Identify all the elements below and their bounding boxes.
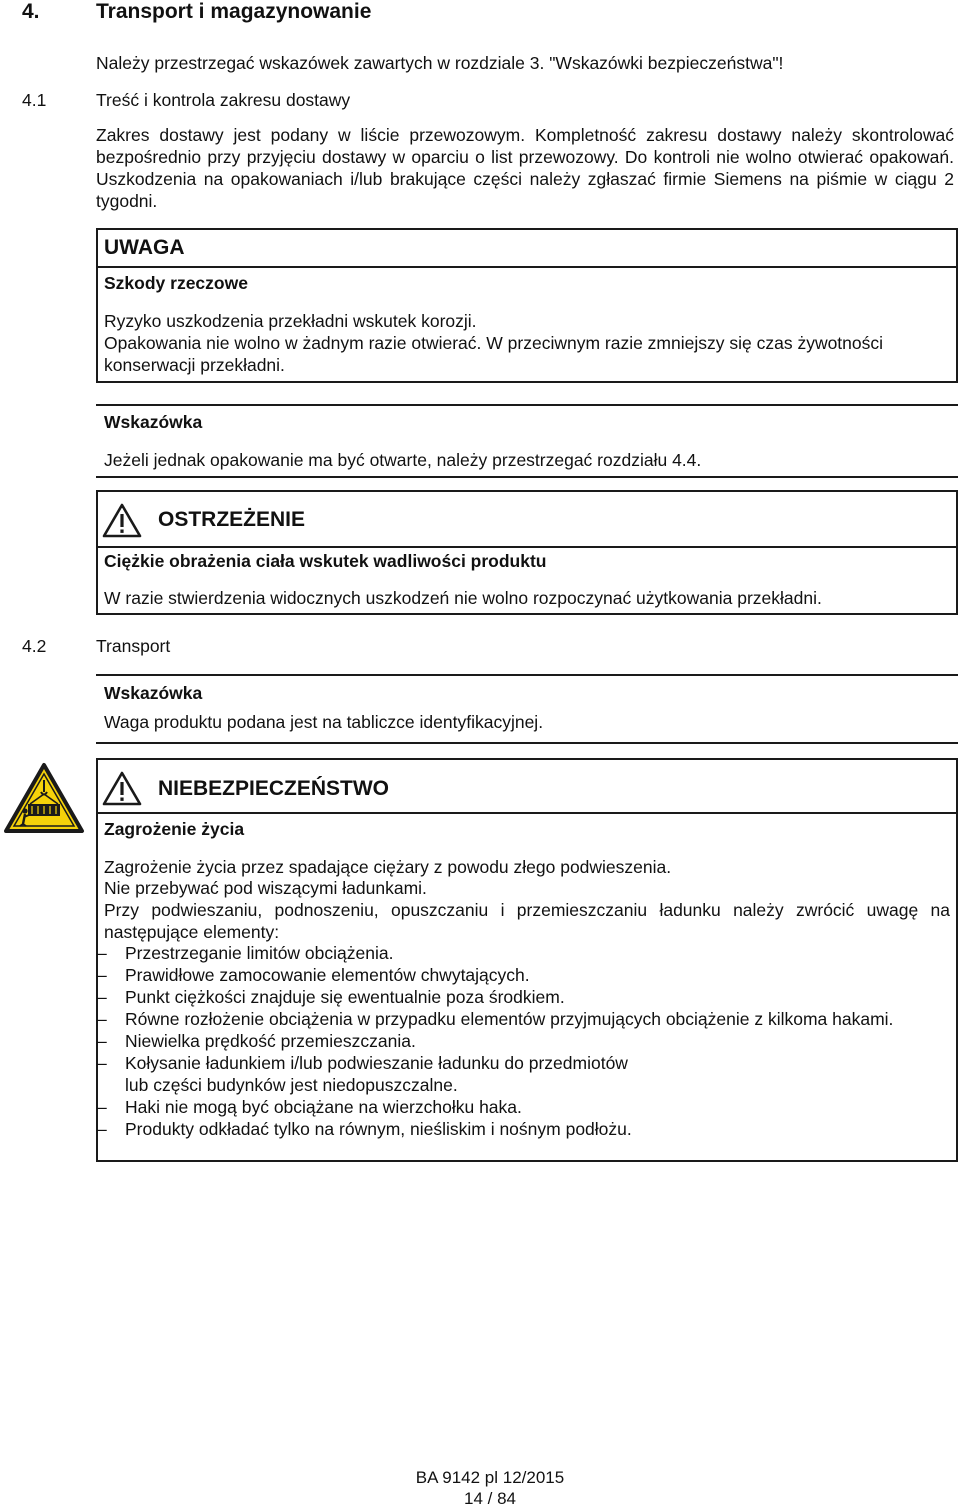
list-item: – Równe rozłożenie obciążenia w przypadku elementów przyjmujących obciążenie z kilkoma hakami. xyxy=(97,1009,894,1029)
section-4-1-paragraph: Zakres dostawy jest podany w liście przewozowym. Kompletność zakresu dostawy należy skontrolować bezpośrednio przy przyjęciu dostawy w oparciu o list przewozowy. Do kontroli nie wolno otwierać opakowań. Uszkodzenia na opakowaniach i/lub brakujące części należy zgłaszać firmie Siemens na piśmie w ciągu 2 tygodni. xyxy=(96,125,954,211)
list-item: – Przestrzeganie limitów obciążenia. xyxy=(97,943,394,963)
caution-line-1: Ryzyko uszkodzenia przekładni wskutek korozji. xyxy=(104,311,477,331)
list-item-continuation: lub części budynków jest niedopuszczalne. xyxy=(125,1075,458,1095)
caution-signal-word: UWAGA xyxy=(104,236,185,259)
danger-divider xyxy=(96,812,958,814)
note-2-title: Wskazówka xyxy=(104,683,203,703)
warning-subtitle: Ciężkie obrażenia ciała wskutek wadliwości produktu xyxy=(104,551,547,571)
footer-document-id: BA 9142 pl 12/2015 xyxy=(415,1468,565,1487)
danger-line-3: Przy podwieszaniu, podnoszeniu, opuszczaniu i przemieszczaniu ładunku należy zwrócić uwagę na następujące elementy: xyxy=(104,900,950,942)
warning-triangle-icon xyxy=(102,503,142,538)
list-item: – Haki nie mogą być obciążane na wierzchołku haka. xyxy=(97,1097,522,1117)
bullet-dash: – xyxy=(97,965,107,985)
section-4-2-title: Transport xyxy=(96,636,171,656)
danger-bullet-list xyxy=(97,942,947,1140)
bullet-dash: – xyxy=(97,1097,107,1117)
chapter-number: 4. xyxy=(22,0,40,23)
suspended-load-warning-icon xyxy=(3,762,85,834)
danger-line-1: Zagrożenie życia przez spadające ciężary z powodu złego podwieszenia. xyxy=(104,857,672,877)
caution-subtitle: Szkody rzeczowe xyxy=(104,273,248,293)
list-item: – Kołysanie ładunkiem i/lub podwieszanie ładunku do przedmiotów xyxy=(97,1053,628,1073)
list-item: – Punkt ciężkości znajduje się ewentualnie poza środkiem. xyxy=(97,987,565,1007)
danger-signal-word: NIEBEZPIECZEŃSTWO xyxy=(158,777,390,800)
intro-text: Należy przestrzegać wskazówek zawartych w rozdziale 3. "Wskazówki bezpieczeństwa"! xyxy=(96,53,784,73)
warning-text: W razie stwierdzenia widocznych uszkodzeń nie wolno rozpoczynać użytkowania przekładni. xyxy=(104,588,822,608)
list-item: – Prawidłowe zamocowanie elementów chwytających. xyxy=(97,965,530,985)
bullet-dash: – xyxy=(97,1119,107,1139)
danger-line-2: Nie przebywać pod wiszącymi ładunkami. xyxy=(104,878,427,898)
note-2-text: Waga produktu podana jest na tabliczce identyfikacyjnej. xyxy=(104,712,544,732)
list-item: – Produkty odkładać tylko na równym, nieśliskim i nośnym podłożu. xyxy=(97,1119,632,1139)
danger-triangle-icon xyxy=(102,771,142,806)
list-item: – Niewielka prędkość przemieszczania. xyxy=(97,1031,416,1051)
note-1-text: Jeżeli jednak opakowanie ma być otwarte, należy przestrzegać rozdziału 4.4. xyxy=(104,450,702,470)
bullet-dash: – xyxy=(97,1009,107,1029)
section-4-1-title: Treść i kontrola zakresu dostawy xyxy=(96,90,351,110)
bullet-dash: – xyxy=(97,1053,107,1073)
warning-signal-word: OSTRZEŻENIE xyxy=(158,508,306,531)
warning-divider xyxy=(96,546,958,548)
note-1-title: Wskazówka xyxy=(104,412,203,432)
bullet-dash: – xyxy=(97,1031,107,1051)
section-4-2-number: 4.2 xyxy=(22,636,47,656)
note-2-frame xyxy=(96,674,958,744)
caution-line-2: Opakowania nie wolno w żadnym razie otwierać. W przeciwnym razie zmniejszy się czas żywotności konserwacji przekładni. xyxy=(104,333,884,375)
bullet-dash: – xyxy=(97,943,107,963)
bullet-dash: – xyxy=(97,987,107,1007)
section-4-1-number: 4.1 xyxy=(22,90,47,110)
footer-page-number: 14 / 84 xyxy=(464,1489,516,1508)
chapter-title: Transport i magazynowanie xyxy=(96,0,372,23)
danger-subtitle: Zagrożenie życia xyxy=(104,819,245,839)
caution-divider xyxy=(96,266,958,268)
